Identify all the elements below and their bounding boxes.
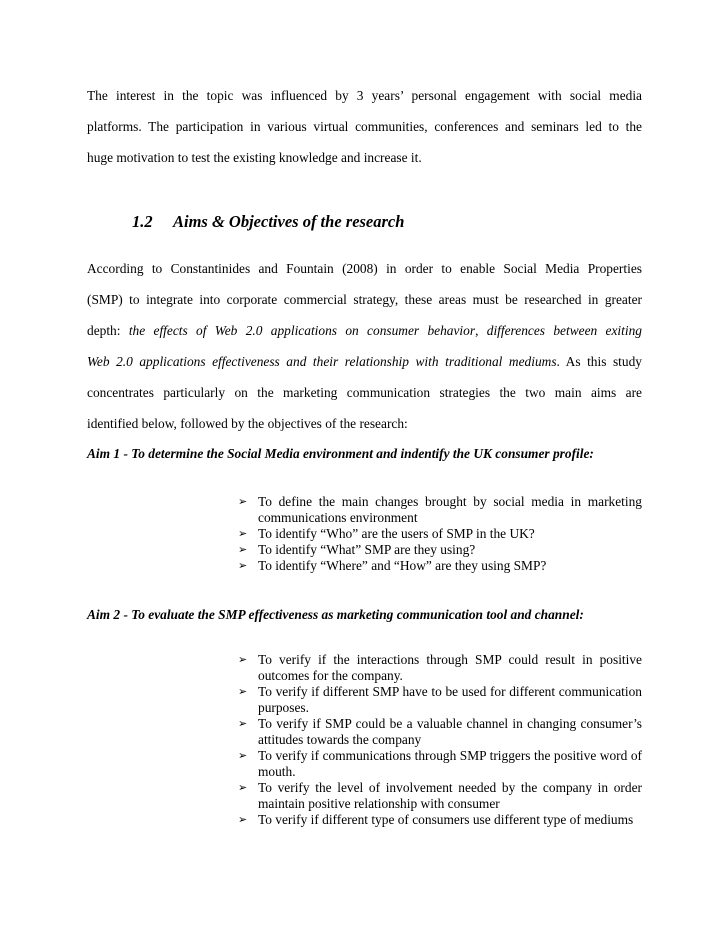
list-item: ➢ To verify if SMP could be a valuable channel in changing consumer’s attitudes towards the company bbox=[238, 716, 642, 747]
arrow-bullet-icon: ➢ bbox=[238, 813, 248, 826]
section-number: 1.2 bbox=[132, 212, 153, 231]
aim2-title: Aim 2 - To evaluate the SMP effectiveness as marketing communication tool and channel: bbox=[87, 607, 584, 622]
arrow-bullet-icon: ➢ bbox=[238, 685, 248, 698]
body-line: According to Constantinides and Fountain (2008) in order to enable Social Media Properties bbox=[87, 261, 642, 276]
body-line: Web 2.0 applications effectiveness and their relationship with traditional mediums. As this study bbox=[87, 354, 642, 369]
italic-phrase: the effects of Web 2.0 applications on consumer behavior bbox=[128, 323, 476, 338]
intro-line: huge motivation to test the existing knowledge and increase it. bbox=[87, 150, 422, 165]
arrow-bullet-icon: ➢ bbox=[238, 717, 248, 730]
body-line: concentrates particularly on the marketing communication strategies the two main aims are bbox=[87, 385, 642, 400]
arrow-bullet-icon: ➢ bbox=[238, 749, 248, 762]
body-line: (SMP) to integrate into corporate commercial strategy, these areas must be researched in greater bbox=[87, 292, 642, 307]
arrow-bullet-icon: ➢ bbox=[238, 527, 248, 540]
list-item: ➢ To verify if different type of consumers use different type of mediums bbox=[238, 812, 634, 827]
arrow-bullet-icon: ➢ bbox=[238, 495, 248, 508]
list-item: ➢ To verify if the interactions through SMP could result in positive outcomes for the company. bbox=[238, 652, 642, 683]
list-item: ➢ To identify “Who” are the users of SMP in the UK? bbox=[238, 526, 535, 541]
aim1-title: Aim 1 - To determine the Social Media environment and indentify the UK consumer profile: bbox=[87, 446, 594, 461]
list-item: ➢ To verify if different SMP have to be used for different communication purposes. bbox=[238, 684, 642, 715]
intro-paragraph bbox=[87, 80, 642, 173]
list-item: ➢ To define the main changes brought by social media in marketing communications environment bbox=[238, 494, 642, 525]
aim2-objectives-list bbox=[238, 652, 642, 828]
arrow-bullet-icon: ➢ bbox=[238, 543, 248, 556]
arrow-bullet-icon: ➢ bbox=[238, 559, 248, 572]
intro-line: The interest in the topic was influenced by 3 years’ personal engagement with social media bbox=[87, 88, 642, 103]
list-item: ➢ To verify if communications through SMP triggers the positive word of mouth. bbox=[238, 748, 642, 779]
arrow-bullet-icon: ➢ bbox=[238, 781, 248, 794]
intro-line: platforms. The participation in various virtual communities, conferences and seminars led to the bbox=[87, 119, 642, 134]
arrow-bullet-icon: ➢ bbox=[238, 653, 248, 666]
section-heading bbox=[132, 212, 404, 232]
section-title: Aims & Objectives of the research bbox=[173, 212, 405, 231]
body-line: depth: the effects of Web 2.0 applications on consumer behavior, differences between exiting bbox=[87, 323, 642, 338]
body-line: identified below, followed by the objectives of the research: bbox=[87, 416, 408, 431]
italic-phrase: differences between exiting bbox=[486, 323, 642, 338]
body-paragraph bbox=[87, 253, 642, 439]
italic-phrase: Web 2.0 applications effectiveness and their relationship with traditional mediums bbox=[87, 354, 557, 369]
aim1-objectives-list bbox=[238, 494, 642, 574]
list-item: ➢ To identify “Where” and “How” are they using SMP? bbox=[238, 558, 547, 573]
list-item: ➢ To identify “What” SMP are they using? bbox=[238, 542, 476, 557]
list-item: ➢ To verify the level of involvement needed by the company in order maintain positive relationship with consumer bbox=[238, 780, 642, 811]
